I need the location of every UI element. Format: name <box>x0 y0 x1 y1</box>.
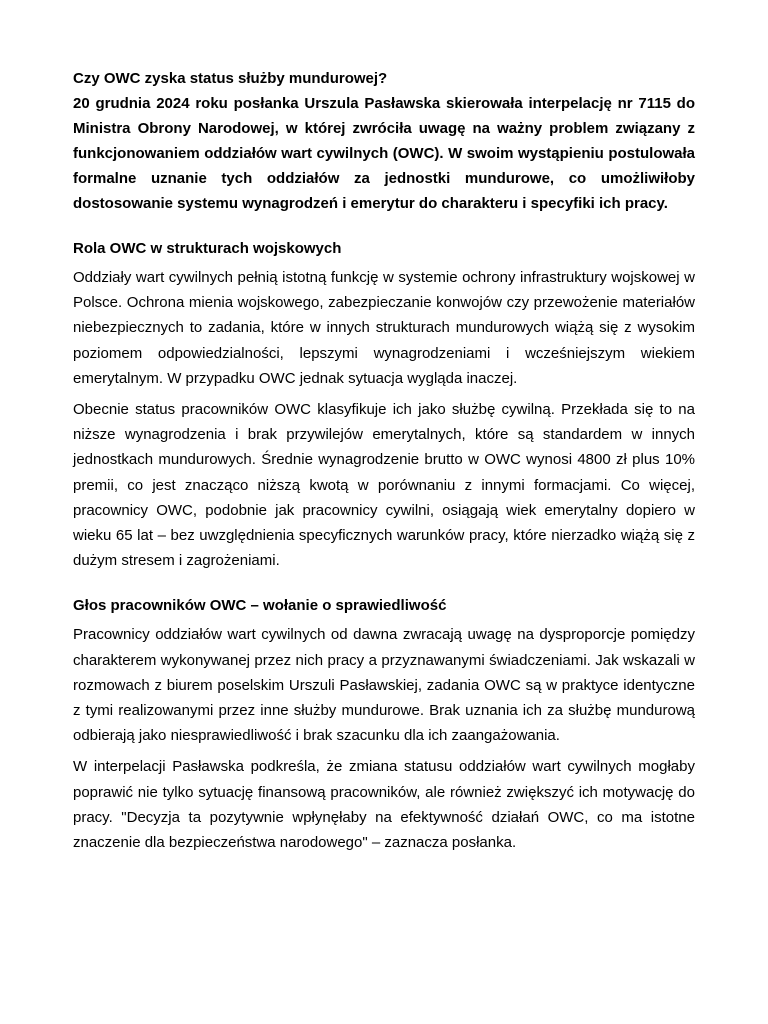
body-paragraph: Pracownicy oddziałów wart cywilnych od dawna zwracają uwagę na dysproporcje pomiędzy charakterem wykonywanej przez nich pracy a przyznawanymi świadczeniami. Jak wskazali w rozmowach z biurem poselskim Urszuli Pasławskiej, zadania OWC są w praktyce identyczne z tymi realizowanymi przez inne służby mundurowe. Brak uznania ich za służbę mundurową odbierają jako niesprawiedliwość i brak szacunku dla ich zaangażowania. <box>73 626 695 745</box>
section-heading: Rola OWC w strukturach wojskowych <box>73 240 342 257</box>
body-paragraph: Obecnie status pracowników OWC klasyfikuje ich jako służbę cywilną. Przekłada się to na niższe wynagrodzenia i brak przywilejów emerytalnych, które są standardem w innych jednostkach mundurowych. Średnie wynagrodzenie brutto w OWC wynosi 4800 zł plus 10% premii, co jest znacząco niższą kwotą w porównaniu z innymi formacjami. Co więcej, pracownicy OWC, podobnie jak pracownicy cywilni, osiągają wiek emerytalny dopiero w wieku 65 lat – bez uwzględnienia specyficznych warunków pracy, które nierzadko wiążą się z dużym stresem i zagrożeniami. <box>73 401 695 570</box>
section-voice <box>73 593 695 855</box>
document-title: Czy OWC zyska status służby mundurowej? <box>73 70 388 87</box>
lead-paragraph: 20 grudnia 2024 roku posłanka Urszula Pasławska skierowała interpelację nr 7115 do Ministra Obrony Narodowej, w której zwróciła uwagę na ważny problem związany z funkcjonowaniem oddziałów wart cywilnych (OWC). W swoim wystąpieniu postulowała formalne uznanie tych oddziałów za jednostki mundurowe, co umożliwiłoby dostosowanie systemu wynagrodzeń i emerytur do charakteru i specyfiki ich pracy. <box>73 95 695 212</box>
body-paragraph: W interpelacji Pasławska podkreśla, że zmiana statusu oddziałów wart cywilnych mogłaby poprawić nie tylko sytuację finansową pracowników, ale również zwiększyć ich motywację do pracy. "Decyzja ta pozytywnie wpłynęłaby na efektywność działań OWC, co ma istotne znaczenie dla bezpieczeństwa narodowego" – zaznacza posłanka. <box>73 758 695 852</box>
document-page <box>73 66 695 861</box>
body-paragraph: Oddziały wart cywilnych pełnią istotną funkcję w systemie ochrony infrastruktury wojskowej w Polsce. Ochrona mienia wojskowego, zabezpieczanie konwojów czy przewożenie materiałów niebezpiecznych to zadania, które w innych strukturach mundurowych wiążą się z wysokim poziomem odpowiedzialności, lepszymi wynagrodzeniami i wcześniejszym wiekiem emerytalnym. W przypadku OWC jednak sytuacja wygląda inaczej. <box>73 269 695 387</box>
section-role <box>73 236 695 573</box>
section-heading: Głos pracowników OWC – wołanie o sprawiedliwość <box>73 597 447 615</box>
